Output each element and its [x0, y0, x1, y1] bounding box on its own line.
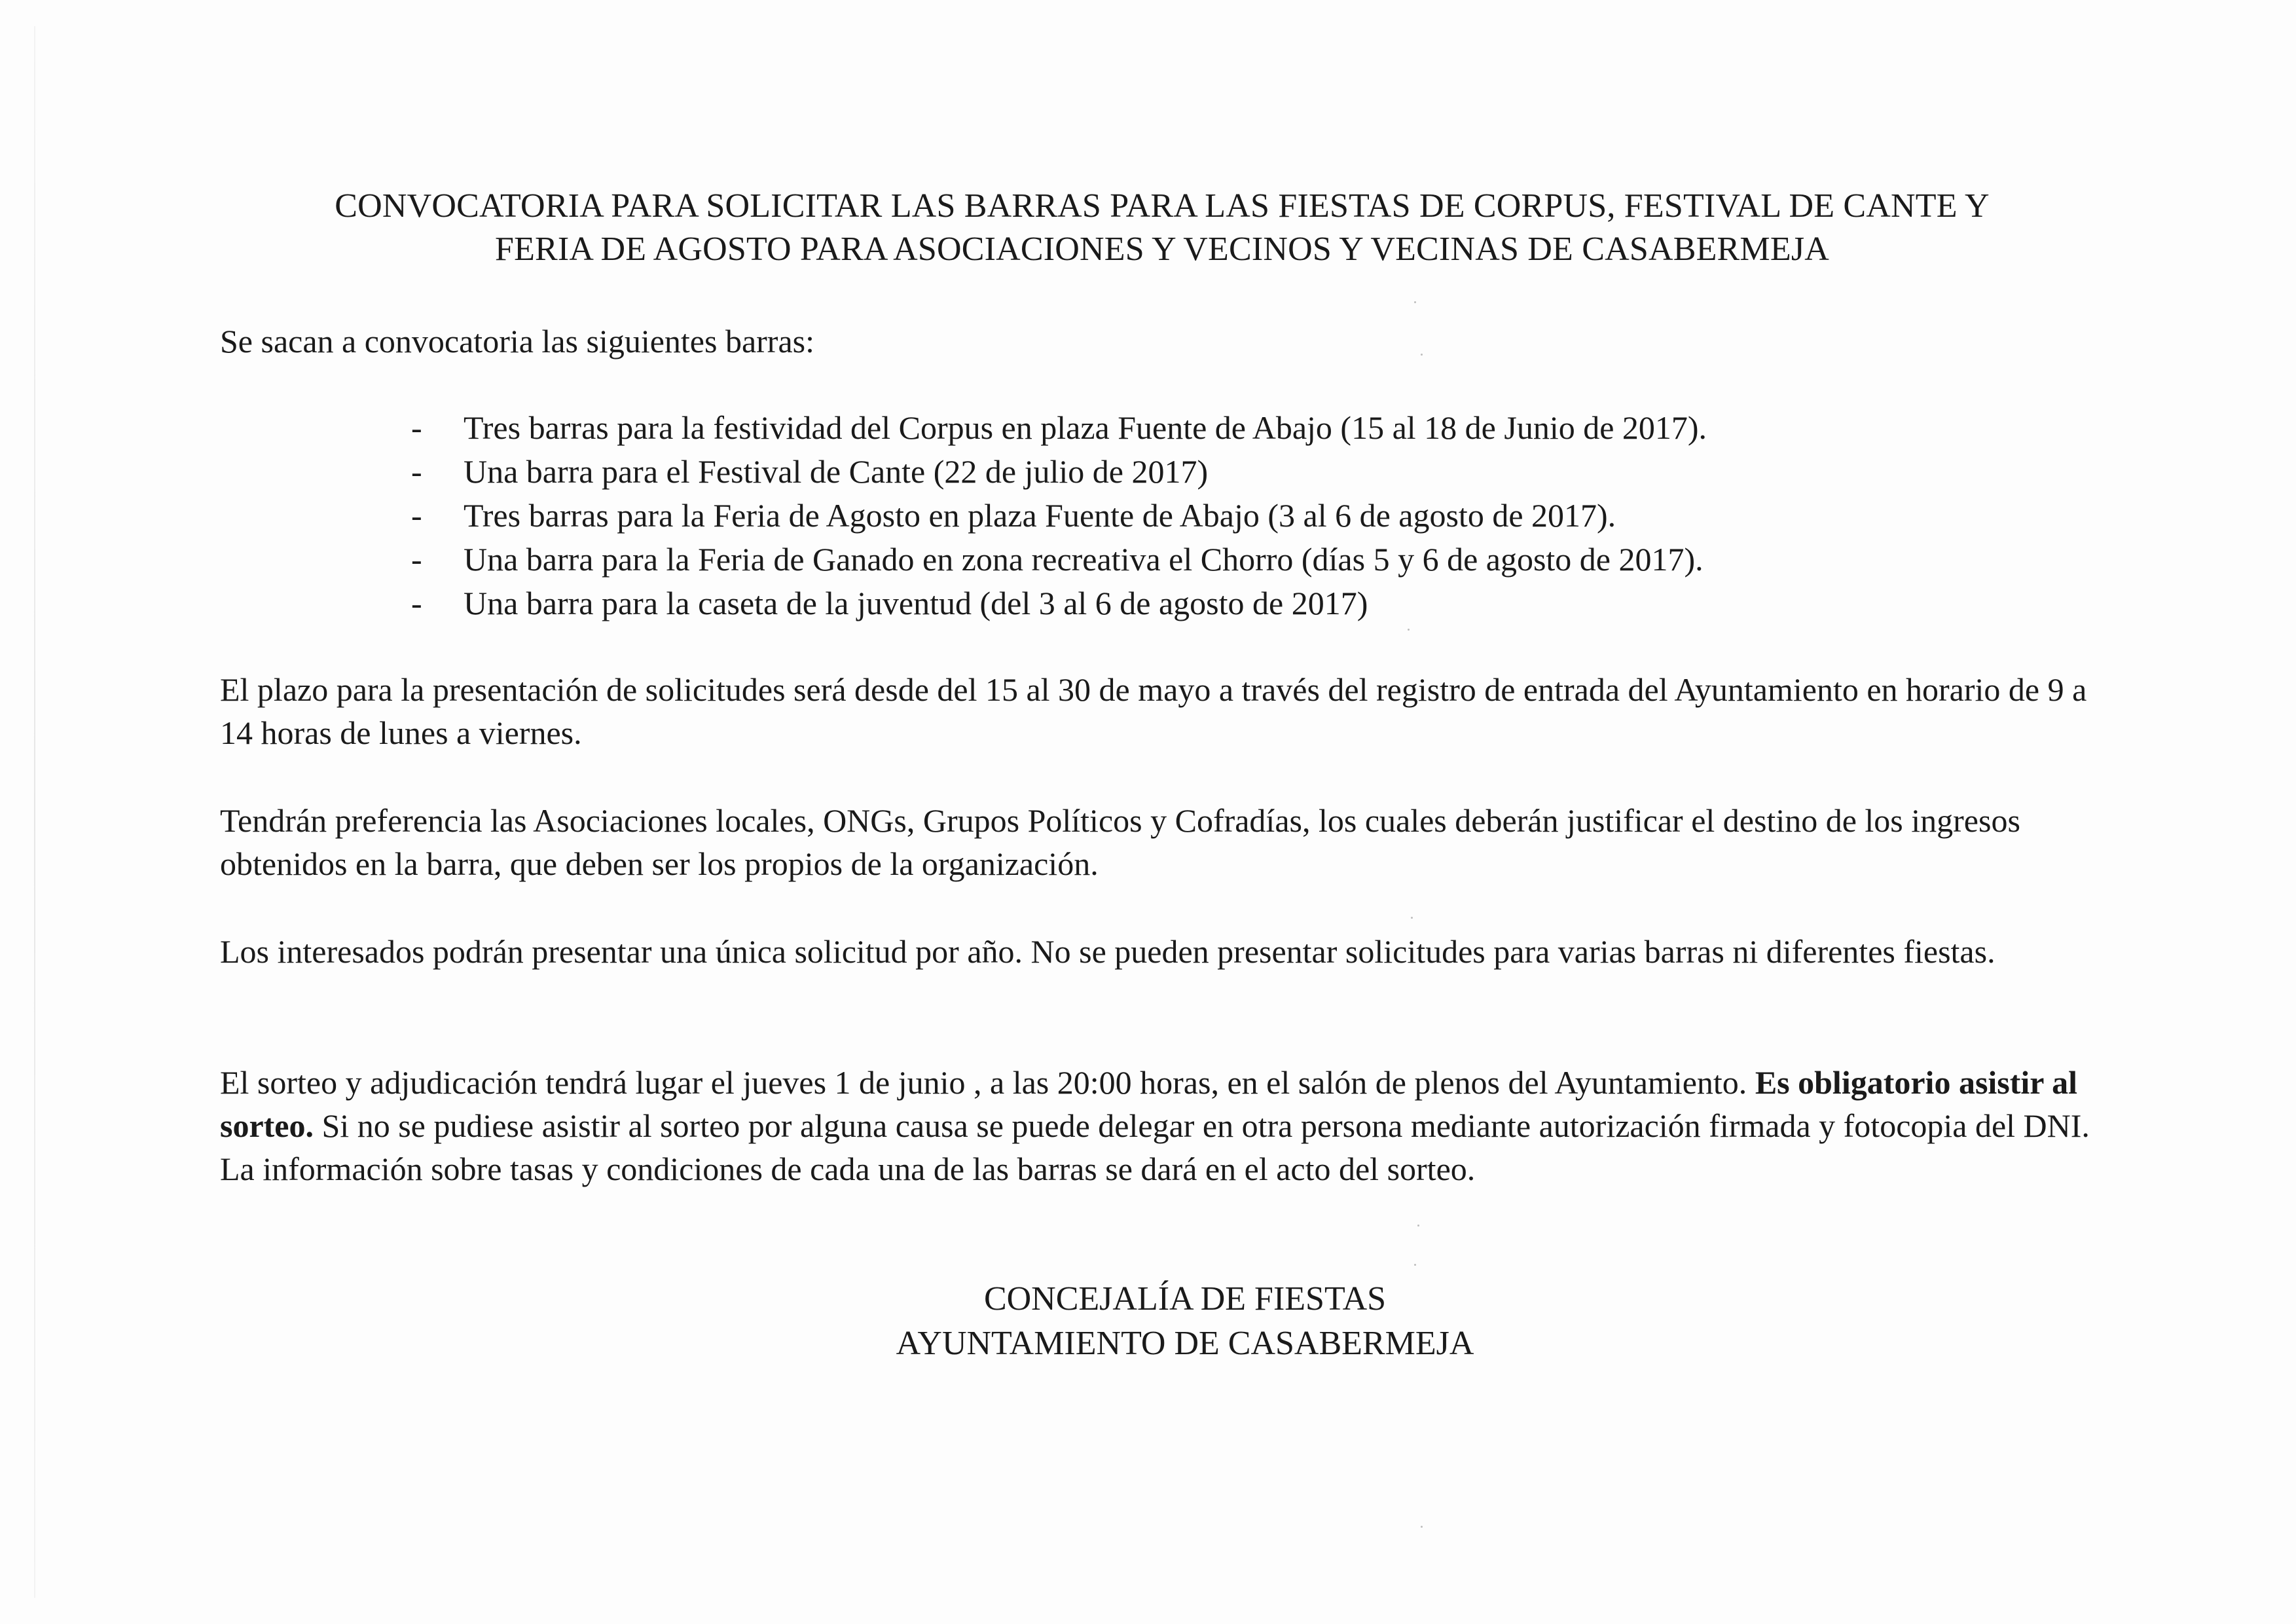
- list-item: [411, 538, 2179, 581]
- scan-edge-shadow: [34, 26, 35, 1598]
- list-item-text: Tres barras para la festividad del Corpus en plaza Fuente de Abajo (15 al 18 de Junio de 2017).: [464, 409, 1707, 446]
- sorteo-paragraph: [220, 1061, 2119, 1190]
- list-item: [411, 450, 2179, 494]
- list-item: [411, 581, 2179, 625]
- scan-speck: [1414, 301, 1416, 303]
- plazo-paragraph: El plazo para la presentación de solicitudes será desde del 15 al 30 de mayo a través del registro de entrada del Ayuntamiento en horario de 9 a 14 horas de lunes a viernes.: [220, 671, 2087, 751]
- list-dash: -: [411, 585, 422, 621]
- list-dash: -: [411, 453, 422, 490]
- signature-block: [753, 1277, 1617, 1366]
- list-dash: -: [411, 497, 422, 534]
- title-line-1: CONVOCATORIA PARA SOLICITAR LAS BARRAS PARA LAS FIESTAS DE CORPUS, FESTIVAL DE CANTE Y: [335, 187, 1990, 225]
- signature-line-2: AYUNTAMIENTO DE CASABERMEJA: [896, 1325, 1474, 1362]
- scan-speck: [1421, 1526, 1423, 1528]
- intro-paragraph: Se sacan a convocatoria las siguientes barras:: [220, 323, 814, 360]
- scan-speck: [1408, 629, 1410, 631]
- title-line-2: FERIA DE AGOSTO PARA ASOCIACIONES Y VECINOS Y VECINAS DE CASABERMEJA: [494, 231, 1830, 268]
- sorteo-text-2: Si no se pudiese asistir al sorteo por alguna causa se puede delegar en otra persona mediante autorización firmada y fotocopia del DNI. La información sobre tasas y condiciones de cada una de las barras se dará en el acto del sorteo.: [220, 1107, 2090, 1187]
- signature-line-1: CONCEJALÍA DE FIESTAS: [983, 1280, 1387, 1318]
- sorteo-obligatorio-bold: Es obligatorio asistir al sorteo.: [220, 1064, 2077, 1144]
- scan-speck: [1411, 917, 1413, 919]
- preferencia-paragraph: Tendrán preferencia las Asociaciones locales, ONGs, Grupos Políticos y Cofradías, los cuales deberán justificar el destino de los ingresos obtenidos en la barra, que deben ser los propios de la organización.: [220, 802, 2020, 882]
- list-item-text: Una barra para la caseta de la juventud (del 3 al 6 de agosto de 2017): [464, 585, 1368, 621]
- scan-speck: [1414, 1264, 1416, 1266]
- scan-speck: [1417, 1225, 1419, 1227]
- list-item: [411, 406, 2179, 450]
- list-item: [411, 494, 2179, 538]
- scan-speck: [1421, 354, 1423, 356]
- list-item-text: Tres barras para la Feria de Agosto en plaza Fuente de Abajo (3 al 6 de agosto de 2017).: [464, 497, 1616, 534]
- list-item-text: Una barra para la Feria de Ganado en zona recreativa el Chorro (días 5 y 6 de agosto de 2017).: [464, 541, 1704, 578]
- barras-list: [411, 406, 2179, 625]
- list-dash: -: [411, 409, 422, 446]
- list-dash: -: [411, 541, 422, 578]
- list-item-text: Una barra para el Festival de Cante (22 de julio de 2017): [464, 453, 1209, 490]
- document-title: [183, 185, 2141, 271]
- sorteo-text-1: El sorteo y adjudicación tendrá lugar el jueves 1 de junio , a las 20:00 horas, en el salón de plenos del Ayuntamiento.: [220, 1064, 1755, 1101]
- interesados-paragraph: Los interesados podrán presentar una única solicitud por año. No se pueden presentar solicitudes para varias barras ni diferentes fiestas.: [220, 933, 1995, 970]
